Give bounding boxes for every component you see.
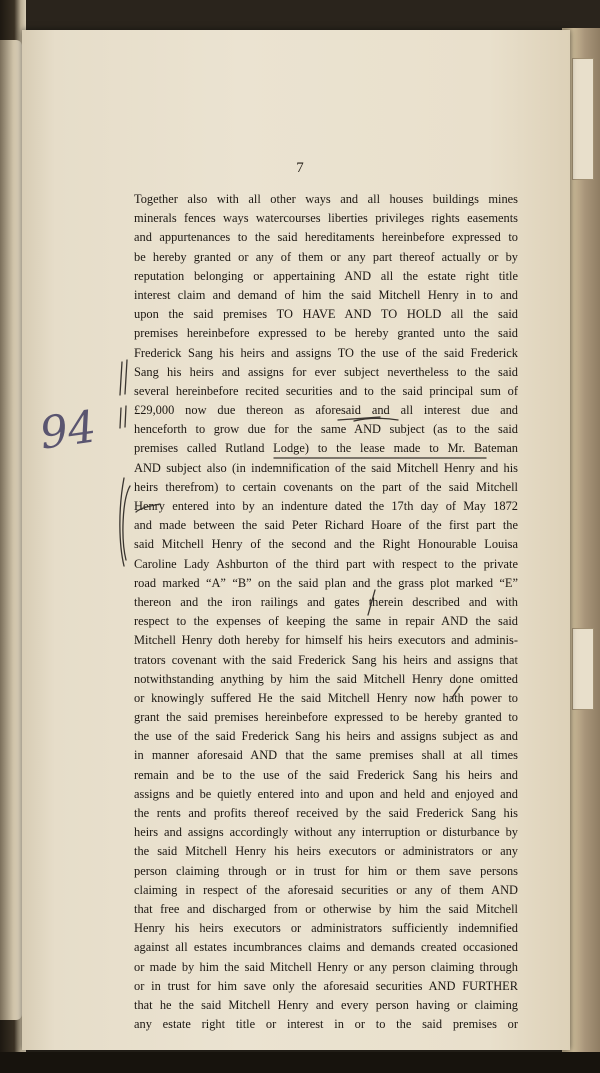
text-line: premises called Rutland Lodge) to the lease made to Mr. Bateman: [134, 441, 518, 456]
text-line: that free and discharged from or otherwise by him the said Mitchell: [134, 901, 518, 916]
text-line: Frederick Sang his heirs and assigns TO the use of the said Frederick: [134, 345, 518, 360]
text-line: thereon and the iron railings and gates therein described and with: [134, 594, 518, 609]
text-line: said Mitchell Henry of the second and the Right Honourable Louisa: [134, 537, 518, 552]
text-line: Henry his heirs executors or administrators sufficiently indemnified: [134, 921, 518, 936]
text-line: claiming in respect of the aforesaid securities or any of them AND: [134, 882, 518, 897]
text-line: trators covenant with the said Frederick Sang his heirs and assigns that: [134, 652, 518, 667]
text-line: the said Mitchell Henry his heirs executors or administrators or any: [134, 844, 518, 859]
text-line: several hereinbefore recited securities and to the said principal sum of: [134, 383, 518, 398]
text-line: heirs therefrom) to certain covenants on the part of the said Mitchell: [134, 479, 518, 494]
text-line: minerals fences ways watercourses liberties privileges rights easements: [134, 211, 518, 226]
text-line: any estate right title or interest in or to the said premises or: [134, 1017, 518, 1032]
margin-bar-mark: [125, 406, 126, 427]
text-line: respect to the expenses of keeping the same in repair AND the said: [134, 614, 518, 629]
text-line: that he the said Mitchell Henry and every person having or claiming: [134, 997, 518, 1012]
margin-bracket-mark: [123, 486, 130, 560]
text-line: reputation belonging or appertaining AND all the estate right title: [134, 268, 518, 283]
pencil-tick-mark: [368, 590, 375, 615]
text-line: or in trust for him save only the aforesaid securities AND FURTHER: [134, 978, 518, 993]
text-line: in manner aforesaid AND that the same premises shall at all times: [134, 748, 518, 763]
text-line: and appurtenances to the said hereditaments hereinbefore expressed to: [134, 230, 518, 245]
text-line: Sang his heirs and assigns for ever subject nevertheless to the said: [134, 364, 518, 379]
text-line: AND subject also (in indemnification of the said Mitchell Henry and his: [134, 460, 518, 475]
text-line: be hereby granted or any of them or any part thereof actually or by: [134, 249, 518, 264]
text-line: the use of the said Frederick Sang his heirs and assigns subject as and: [134, 729, 518, 744]
text-line: person claiming through or in trust for him or them save persons: [134, 863, 518, 878]
text-line: Henry entered into by an indenture dated the 17th day of May 1872: [134, 499, 518, 513]
margin-bar-mark: [125, 360, 127, 394]
text-line: notwithstanding anything by him the said Mitchell Henry done omitted: [134, 671, 518, 686]
margin-bar-mark: [120, 408, 121, 428]
text-line: and made between the said Peter Richard Hoare of the first part the: [134, 518, 518, 533]
text-line: Mitchell Henry doth hereby for himself his heirs executors and adminis-: [134, 633, 518, 648]
text-line: premises hereinbefore expressed to be hereby granted unto the said: [134, 326, 518, 341]
text-line: grant the said premises hereinbefore expressed to be hereby granted to: [134, 710, 518, 725]
margin-bar-mark: [120, 362, 122, 395]
handwritten-margin-note: 94: [36, 401, 100, 460]
text-line: £29,000 now due thereon as aforesaid and all interest due and: [134, 403, 518, 418]
text-line: henceforth to grow due for the same AND subject (as to the said: [134, 422, 518, 437]
text-line: Caroline Lady Ashburton of the third part with respect to the private: [134, 556, 518, 571]
text-line: assigns and be quietly entered into and upon and held and enjoyed and: [134, 786, 518, 801]
pencil-underline-mark: [136, 504, 160, 512]
text-line: interest claim and demand of him the said Mitchell Henry in to and: [134, 287, 518, 302]
text-line: upon the said premises TO HAVE AND TO HOLD all the said: [134, 307, 518, 322]
text-line: Together also with all other ways and all houses buildings mines: [134, 192, 518, 206]
page-number: 7: [296, 160, 304, 176]
text-line: or knowingly suffered He the said Mitchell Henry now hath power to: [134, 690, 518, 705]
text-line: remain and be to the use of the said Frederick Sang his heirs and: [134, 767, 518, 782]
pencil-tick-mark: [452, 686, 460, 698]
text-line: against all estates incumbrances claims and demands created occasioned: [134, 940, 518, 955]
book-gutter-shadow: [0, 1052, 600, 1073]
text-line: or made by him the said Mitchell Henry or any person claiming through: [134, 959, 518, 974]
text-line: heirs and assigns accordingly without any interruption or disturbance by: [134, 825, 518, 840]
text-line: road marked “A” “B” on the said plan and the grass plot marked “E”: [134, 575, 518, 590]
text-line: the rents and profits thereof received by the said Frederick Sang his: [134, 806, 518, 820]
